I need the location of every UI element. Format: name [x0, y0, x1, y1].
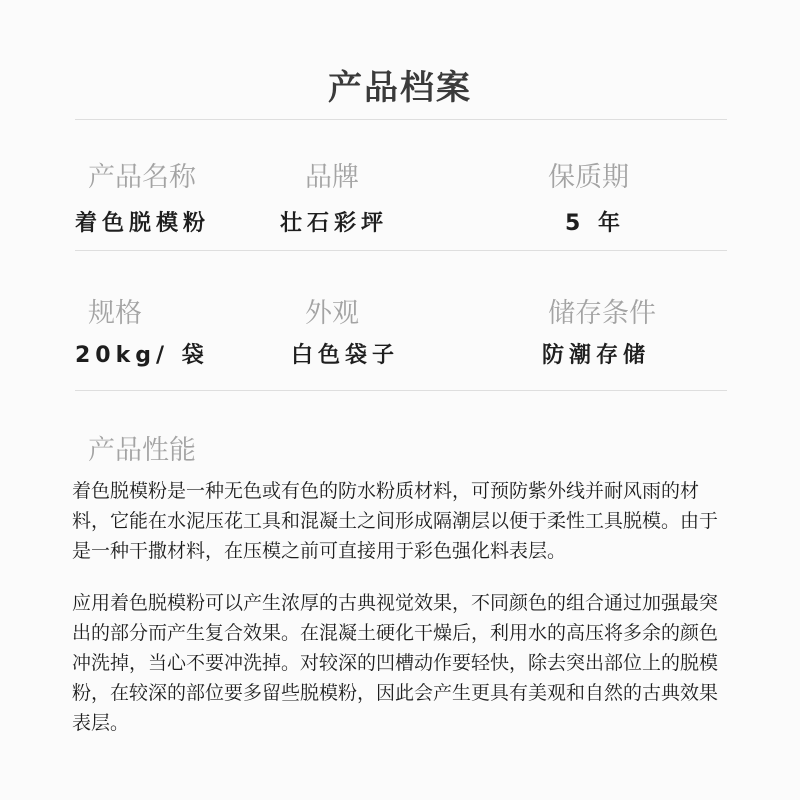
section-heading-performance: 产品性能 [88, 435, 196, 466]
spec-value-specification: 20kg/ 袋 [75, 343, 209, 368]
spec-label-shelf-life: 保质期 [548, 162, 629, 193]
spec-label-product-name: 产品名称 [88, 162, 196, 193]
spec-label-brand: 品牌 [305, 162, 359, 193]
spec-label-appearance: 外观 [305, 298, 359, 329]
spec-value-product-name: 着色脱模粉 [75, 211, 211, 236]
performance-paragraph-1 [72, 476, 732, 566]
page-title: 产品档案 [328, 68, 472, 108]
spec-value-appearance: 白色袋子 [291, 343, 400, 368]
spec-value-brand: 壮石彩坪 [280, 211, 389, 236]
spec-label-storage: 储存条件 [548, 298, 656, 329]
paragraph-text: 着色脱模粉是一种无色或有色的防水粉质材料，可预防紫外线并耐风雨的材料，它能在水泥压花工具和混凝土之间形成隔潮层以便于柔性工具脱模。由于是一种干撒材料，在压模之前可直接用于彩色强化料表层。 [72, 480, 719, 562]
spec-value-shelf-life: 5 年 [565, 211, 625, 236]
spec-label-specification: 规格 [88, 298, 142, 329]
performance-paragraph-2 [72, 588, 732, 738]
spec-value-storage: 防潮存储 [542, 343, 651, 368]
paragraph-text: 应用着色脱模粉可以产生浓厚的古典视觉效果，不同颜色的组合通过加强最突出的部分而产生复合效果。在混凝土硬化干燥后，利用水的高压将多余的颜色冲洗掉，当心不要冲洗掉。对较深的凹槽动作要轻快，除去突出部位上的脱模粉，在较深的部位要多留些脱模粉，因此会产生更具有美观和自然的古典效果表层。 [72, 592, 719, 734]
divider [75, 390, 727, 391]
divider [75, 119, 727, 120]
divider [75, 250, 727, 251]
